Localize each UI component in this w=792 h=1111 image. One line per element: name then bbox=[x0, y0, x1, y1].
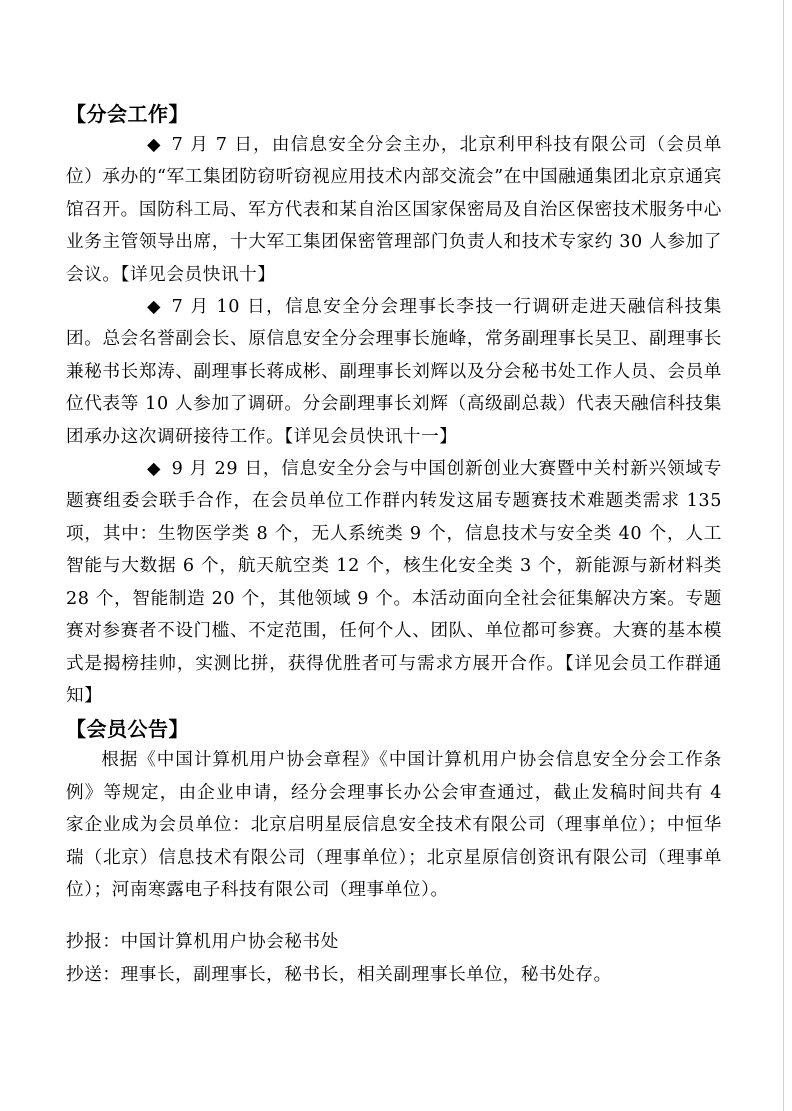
section-title-member-notice: 【会员公告】 bbox=[66, 717, 189, 742]
branch-work-item-2 bbox=[66, 291, 722, 453]
branch-work-item-3 bbox=[66, 453, 722, 712]
diamond-bullet-icon: ◆ bbox=[146, 135, 162, 155]
copy-to-line: 抄送：理事长，副理事长，秘书长，相关副理事长单位，秘书处存。 bbox=[66, 964, 612, 985]
branch-work-item-text: 7 月 7 日，由信息安全分会主办，北京利甲科技有限公司（会员单位）承办的“军工集团防窃听窃视应用技术内部交流会”在中国融通集团北京京通宾馆召开。国防科工局、军方代表和某自治区国家保密局及自治区保密技术服务中心业务主管领导出席，十大军工集团保密管理部门负责人和技术专家约 30 人参加了会议。【详见会员快讯十】 bbox=[66, 135, 722, 285]
distribution-footer bbox=[66, 926, 722, 991]
diamond-bullet-icon: ◆ bbox=[146, 297, 162, 318]
section-title-branch-work: 【分会工作】 bbox=[66, 102, 189, 126]
report-to-line: 抄报：中国计算机用户协会秘书处 bbox=[66, 932, 339, 953]
branch-work-item-text: 9 月 29 日，信息安全分会与中国创新创业大赛暨中关村新兴领域专题赛组委会联手合作，在会员单位工作群内转发这届专题赛技术难题类需求 135 项，其中：生物医学类 8 个，无人系统类 9 个，信息技术与安全类 40 个，人工智能与大数据 6 个，航天航空类 12 个，核生化安全类 3 个，新能源与新材料类 28 个，智能制造 20 个，其他领域 9 个。本活动面向全社会征集解决方案。专题赛对参赛者不设门槛、不定范围，任何个人、团队、单位都可参赛。大赛的基本模式是揭榜挂帅，实测比拼，获得优胜者可与需求方展开合作。【详见会员工作群通知】 bbox=[66, 459, 722, 706]
diamond-bullet-icon: ◆ bbox=[146, 459, 162, 480]
branch-work-item-text: 7 月 10 日，信息安全分会理事长李技一行调研走进天融信科技集团。总会名誉副会长、原信息安全分会理事长施峰，常务副理事长吴卫、副理事长兼秘书长郑涛、副理事长蒋成彬、副理事长刘辉以及分会秘书处工作人员、会员单位代表等 10 人参加了调研。分会副理事长刘辉（高级副总裁）代表天融信科技集团承办这次调研接待工作。【详见会员快讯十一】 bbox=[66, 297, 722, 447]
member-notice-paragraph: 根据《中国计算机用户协会章程》《中国计算机用户协会信息安全分会工作条例》等规定，由企业申请，经分会理事长办公会审查通过，截止发稿时间共有 4 家企业成为会员单位：北京启明星辰信息安全技术有限公司（理事单位）；中恒华瑞（北京）信息技术有限公司（理事单位）；北京星原信创资讯有限公司（理事单位）；河南寒露电子科技有限公司（理事单位）。 bbox=[66, 750, 722, 900]
branch-work-item-1 bbox=[66, 129, 722, 291]
page-edge-rule bbox=[783, 0, 784, 1111]
